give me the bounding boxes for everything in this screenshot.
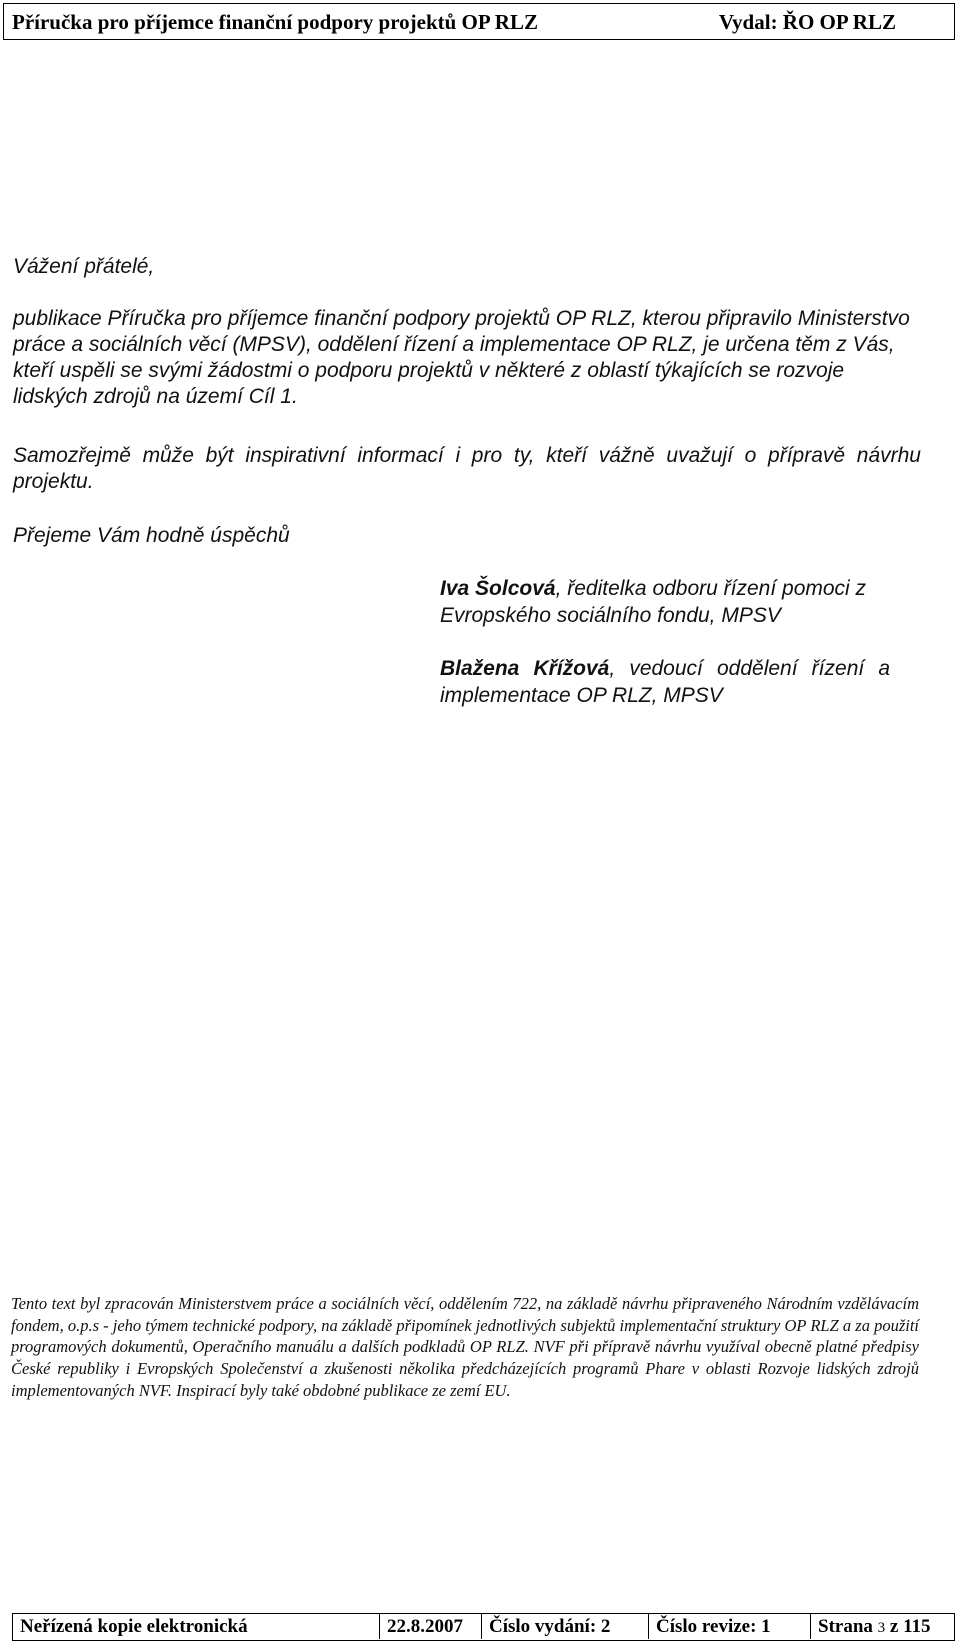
intro-paragraph: publikace Příručka pro příjemce finanční podpory projektů OP RLZ, kterou připravilo Ministerstvo práce a sociálních věcí (MPSV), oddělení řízení a implementace OP RLZ, je určena těm z Vás, kteří uspěli se svými žádostmi o podporu projektů v některé z oblastí týkajících se rozvoje lidských zdrojů na území Cíl 1. (13, 307, 910, 408)
wishes-line: Přejeme Vám hodně úspěchů (13, 524, 290, 547)
signature-name: Iva Šolcová (440, 577, 556, 600)
greeting: Vážení přátelé, (13, 255, 155, 278)
page-total: z 115 (889, 1616, 931, 1637)
header-publisher: Vydal: ŘO OP RLZ (718, 10, 896, 34)
footer-page-number (810, 1614, 954, 1639)
page-footer (12, 1613, 955, 1641)
footnote-text: Tento text byl zpracován Ministerstvem práce a sociálních věcí, oddělením 722, na základě návrhu připraveného Národním vzdělávacím fondem, o.p.s - jeho týmem technické podpory, na základě připomínek jednotlivých subjektů implementační struktury OP RLZ a za použití programových dokumentů, Operačního manuálu a dalších podkladů OP RLZ. NVF při přípravě návrhu využíval obecně platné předpisy České republiky i Evropských Společenství a zkušenosti několika předcházejících programů Phare v oblasti Rozvoje lidských zdrojů implementovaných NVF. Inspirací byly také obdobné publikace ze zemí EU. (11, 1294, 919, 1400)
signature-name: Blažena Křížová (440, 657, 610, 680)
signature-block (440, 575, 890, 629)
inspiration-paragraph: Samozřejmě může být inspirativní informací i pro ty, kteří vážně uvažují o přípravě návrhu projektu. (13, 444, 921, 493)
signature-role: , vedoucí oddělení řízení a implementace OP RLZ, MPSV (440, 657, 891, 707)
signature-role: , ředitelka odboru řízení pomoci z Evropského sociálního fondu, MPSV (440, 577, 867, 627)
footer-edition: Číslo vydání: 2 (481, 1614, 648, 1639)
footer-revision: Číslo revize: 1 (648, 1614, 810, 1639)
page-label: Strana (818, 1616, 873, 1637)
header-title: Příručka pro příjemce finanční podpory projektů OP RLZ (12, 10, 538, 34)
page-header (3, 3, 955, 40)
page-current: 3 (877, 1620, 886, 1636)
footer-date: 22.8.2007 (379, 1614, 481, 1639)
signature-block (440, 655, 890, 709)
footer-copy-status: Neřízená kopie elektronická (20, 1616, 248, 1637)
